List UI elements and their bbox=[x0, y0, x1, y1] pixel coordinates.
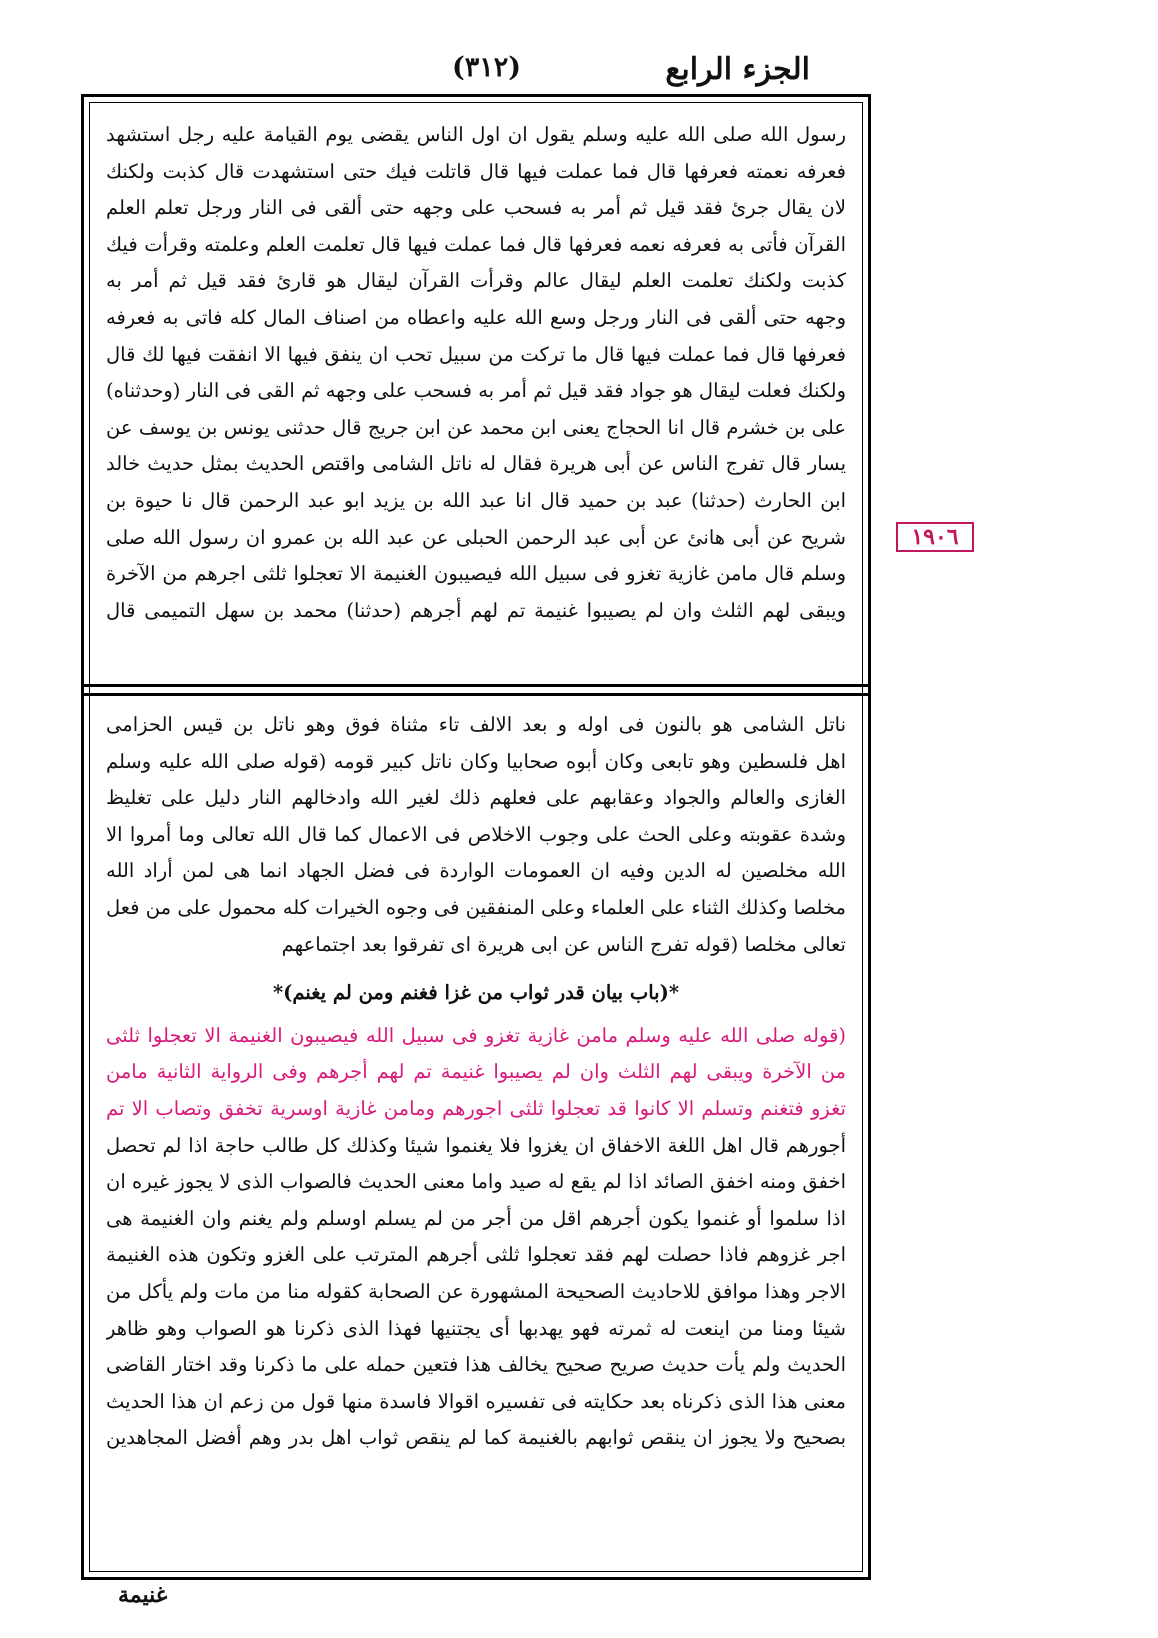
commentary-line: اهل فلسطين وهو تابعى وكان أبوه صحابيا وكان ناتل كبير قومه (قوله صلى الله عليه وسلم bbox=[106, 749, 846, 773]
volume-title: الجزء الرابع bbox=[665, 52, 810, 87]
commentary-line: اخفق ومنه اخفق الصائد اذا لم يقع له صيد واما معنى الحديث فالصواب الذى لا يجوز غيره ان bbox=[106, 1170, 846, 1194]
page-header bbox=[0, 52, 1158, 92]
commentary-line: الاجر وهذا موافق للاحاديث الصحيحة المشهورة عن الصحابة كقوله منا من مات ولم يأكل من bbox=[106, 1279, 846, 1303]
hadith-line: شريح عن أبى هانئ عن أبى عبد الرحمن الحبلى عن عبد الله بن عمرو ان رسول الله صلى bbox=[106, 525, 846, 549]
hadith-line: فعرفه نعمته فعرفها قال فما عملت فيها قال قاتلت فيك حتى استشهدت قال كذبت ولكنك bbox=[106, 159, 846, 183]
commentary-line: معنى هذا الذى ذكرناه بعد حكايته فى تفسيره اقوالا فاسدة منها قول من زعم ان هذا الحديث bbox=[106, 1389, 846, 1413]
catchword: غنيمة bbox=[118, 1582, 168, 1608]
commentary-line: ناتل الشامى هو بالنون فى اوله و بعد الالف تاء مثناة فوق وهو ناتل بن قيس الحزامى bbox=[106, 713, 846, 736]
commentary-highlight-line: تغزو فتغنم وتسلم الا كانوا قد تعجلوا ثلثى اجورهم ومامن غازية اوسرية تخفق وتصاب الا تم bbox=[106, 1096, 846, 1120]
hadith-line: القرآن فأتى به فعرفه نعمه فعرفها قال فما عملت فيها قال تعلمت العلم وعلمته وقرأت فيك bbox=[106, 232, 846, 256]
commentary-line: مخلصا وكذلك الثناء على العلماء وعلى المنفقين فى وجوه الخيرات كله محمول على من فعل bbox=[106, 895, 846, 919]
hadith-line: وسلم قال مامن غازية تغزو فى سبيل الله فيصيبون الغنيمة الا تعجلوا ثلثى اجرهم من الآخرة bbox=[106, 562, 846, 586]
page-number: (٣١٢) bbox=[452, 52, 522, 83]
commentary-line: الحديث ولم يأت حديث صريح صحيح يخالف هذا فتعين حمله على ما ذكرنا وقد اختار القاضى bbox=[106, 1353, 846, 1377]
commentary-line: أجورهم قال اهل اللغة الاخفاق ان يغزوا فلا يغنموا شيئا وكذلك كل طالب حاجة اذا لم تحصل bbox=[106, 1133, 846, 1157]
hadith-line: فعرفها قال فما عملت فيها قال ما تركت من سبيل تحب ان ينفق فيها الا انفقت فيها لك قال bbox=[106, 342, 846, 366]
hadith-line: ولكنك فعلت ليقال هو جواد فقد قيل ثم أمر به فسحب على وجهه ثم القى فى النار (وحدثناه) bbox=[106, 379, 846, 403]
hadith-line: لان يقال جرئ فقد قيل ثم أمر به فسحب على وجهه حتى ألقى فى النار ورجل تعلم العلم bbox=[106, 196, 846, 220]
commentary-highlight-line: من الآخرة ويبقى لهم الثلث وان لم يصيبوا غنيمة تم لهم أجرهم وفى الرواية الثانية مامن bbox=[106, 1060, 846, 1084]
hadith-line: ويبقى لهم الثلث وان لم يصيبوا غنيمة تم لهم أجرهم (حدثنا) محمد بن سهل التميمى قال bbox=[106, 598, 846, 622]
commentary-line: اجر غزوهم فاذا حصلت لهم فقد تعجلوا ثلثى أجرهم المترتب على الغزو وتكون هذه الغنيمة bbox=[106, 1243, 846, 1267]
commentary-line: وشدة عقوبته وعلى الحث على وجوب الاخلاص فى الاعمال كما قال الله تعالى وما أمروا الا bbox=[106, 822, 846, 846]
commentary-line: الغازى والعالم والجواد وعقابهم على فعلهم ذلك لغير الله وادخالهم النار دليل على تغليظ bbox=[106, 786, 846, 810]
hadith-number-box: ١٩٠٦ bbox=[896, 522, 974, 552]
commentary-line: بصحيح ولا يجوز ان ينقص ثوابهم بالغنيمة كما لم ينقص ثواب اهل بدر وهم أفضل المجاهدين bbox=[106, 1426, 846, 1450]
commentary-block bbox=[106, 707, 846, 1457]
commentary-line: اذا سلموا أو غنموا يكون أجرهم اقل من أجر من لم يسلم اوسلم ولم يغنم وان الغنيمة هى bbox=[106, 1206, 846, 1230]
hadith-line: رسول الله صلى الله عليه وسلم يقول ان اول الناس يقضى يوم القيامة عليه رجل استشهد bbox=[106, 123, 846, 146]
hadith-line: كذبت ولكنك تعلمت العلم ليقال عالم وقرأت القرآن ليقال هو قارئ فقد قيل ثم أمر به bbox=[106, 269, 846, 293]
hadith-text-block bbox=[106, 117, 846, 629]
commentary-highlight-line: (قوله صلى الله عليه وسلم مامن غازية تغزو فى سبيل الله فيصيبون الغنيمة الا تعجلوا ثلثى bbox=[106, 1023, 846, 1047]
hadith-line: ابن الحارث (حدثنا) عبد بن حميد قال انا عبد الله بن يزيد ابو عبد الرحمن قال نا حيوة بن bbox=[106, 488, 846, 512]
text-frame bbox=[81, 94, 871, 1580]
hadith-line: وجهه حتى ألقى فى النار ورجل وسع الله عليه واعطاه من اصناف المال كله فاتى به فعرفه bbox=[106, 305, 846, 329]
section-divider bbox=[84, 684, 868, 696]
hadith-line: على بن خشرم قال انا الحجاج يعنى ابن محمد عن ابن جريج قال حدثنى يونس بن يوسف عن bbox=[106, 415, 846, 439]
commentary-line: الله مخلصين له الدين وفيه ان العمومات الواردة فى فضل الجهاد انما هى لمن أراد الله bbox=[106, 859, 846, 883]
hadith-line: يسار قال تفرج الناس عن أبى هريرة فقال له ناتل الشامى واقتص الحديث بمثل حديث خالد bbox=[106, 452, 846, 476]
commentary-line: تعالى مخلصا (قوله تفرج الناس عن ابى هريرة اى تفرقوا بعد اجتماعهم bbox=[281, 932, 846, 956]
chapter-title: *(باب بيان قدر ثواب من غزا فغنم ومن لم يغنم)* bbox=[272, 981, 680, 1005]
commentary-line: شيئا ومنا من اينعت له ثمرته فهو يهدبها أى يجتنيها فهذا الذى ذكرنا هو الصواب وهو ظاهر bbox=[106, 1316, 846, 1340]
